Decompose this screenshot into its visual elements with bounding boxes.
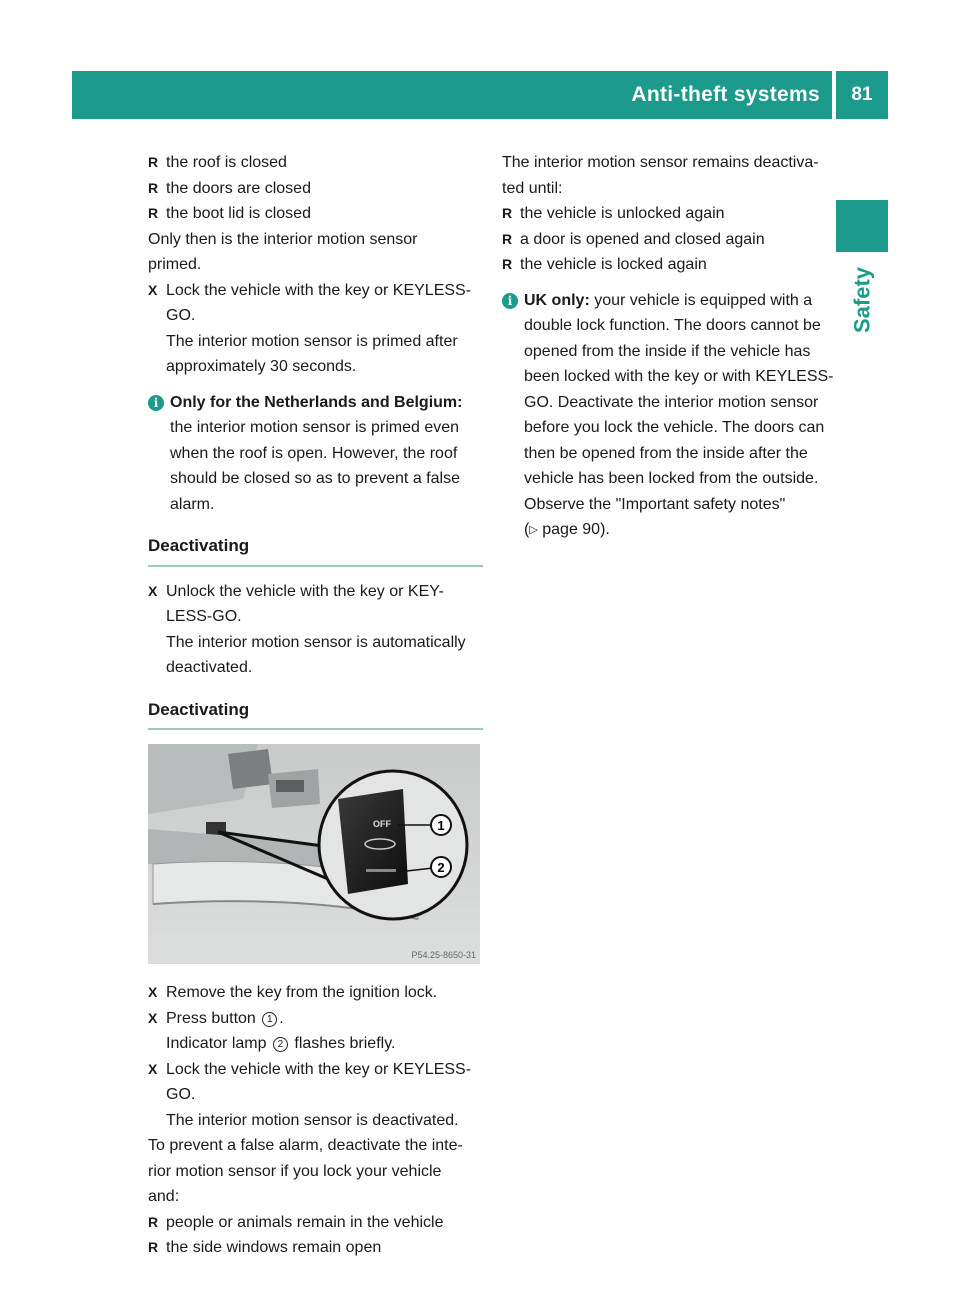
paragraph-line: rior motion sensor if you lock your vehicle (148, 1162, 442, 1180)
paragraph-line: been locked with the key or with KEYLESS- (524, 368, 834, 385)
right-column (502, 150, 837, 544)
paragraph-line: The interior motion sensor is primed after (166, 332, 458, 350)
paragraph-line: alarm. (170, 495, 215, 513)
page-reference[interactable]: (▷ page 90). (524, 521, 610, 538)
paragraph-line: GO. (166, 307, 196, 324)
list-item: R people or animals remain in the vehicle (148, 1210, 483, 1236)
paragraph-line: then be opened from the inside after the (524, 444, 808, 462)
paragraph-line: Observe the "Important safety notes" (524, 495, 786, 513)
callout-2-label: 2 (437, 860, 445, 875)
paragraph-line: opened from the inside if the vehicle has (524, 342, 811, 360)
info-title: UK only: (524, 291, 590, 309)
step-marker: X (148, 1009, 158, 1026)
section-title: Anti-theft systems (631, 83, 820, 106)
figure-code: P54.25-8650-31 (411, 950, 476, 960)
info-title: Only for the Netherlands and Belgium: (170, 393, 463, 411)
overhead-panel-illustration (148, 744, 480, 964)
paragraph-line: Indicator lamp 2 flashes briefly. (166, 1035, 396, 1052)
list-item: R the doors are closed (148, 176, 483, 202)
step-marker: X (148, 582, 158, 599)
paragraph-line: primed. (148, 256, 202, 273)
paragraph-line: and: (148, 1188, 180, 1205)
paragraph-line: vehicle has been locked from the outside. (524, 470, 819, 487)
sidebar-tab-marker (836, 200, 888, 252)
paragraph-line: LESS-GO. (166, 608, 242, 625)
instruction-step: X Lock the vehicle with the key or KEYLESS- (148, 1057, 483, 1083)
page-number: 81 (836, 71, 888, 119)
off-label: OFF (373, 819, 391, 829)
paragraph-line: Only then is the interior motion sensor (148, 230, 418, 248)
paragraph-line: should be closed so as to prevent a false (170, 470, 460, 487)
step-marker: X (148, 281, 158, 298)
sensor-button-figure (148, 744, 480, 964)
info-note (148, 390, 483, 518)
paragraph-line: GO. (166, 1086, 196, 1103)
section-heading: Deactivating (148, 533, 483, 567)
instruction-step: X Press button 1 . (148, 1006, 483, 1032)
indicator-lamp (366, 869, 396, 872)
paragraph-line: double lock function. The doors cannot be (524, 317, 821, 334)
callout-1-label: 1 (437, 818, 445, 833)
list-item: R a door is opened and closed again (502, 227, 837, 253)
instruction-step: X Unlock the vehicle with the key or KEY- (148, 579, 483, 605)
page-ref-arrow-icon: ▷ (529, 524, 538, 536)
paragraph-line: when the roof is open. However, the roof (170, 444, 458, 462)
paragraph-line: approximately 30 seconds. (166, 358, 357, 375)
paragraph-line: To prevent a false alarm, deactivate the inte- (148, 1137, 463, 1154)
list-item: R the side windows remain open (148, 1235, 483, 1261)
section-heading: Deactivating (148, 697, 483, 731)
info-icon: i (148, 395, 164, 411)
step-marker: X (148, 984, 158, 1000)
info-icon: i (502, 293, 518, 309)
callout-ref-1: 1 (262, 1012, 277, 1027)
paragraph-line: The interior motion sensor is deactivated. (166, 1111, 459, 1129)
paragraph-line: The interior motion sensor is automatically (166, 633, 466, 651)
list-item: R the vehicle is unlocked again (502, 201, 837, 227)
paragraph-line: The interior motion sensor remains deactiva- (502, 154, 819, 171)
paragraph-line: deactivated. (166, 659, 253, 676)
step-marker: X (148, 1060, 158, 1077)
list-item: R the vehicle is locked again (502, 252, 837, 278)
instruction-step: X Lock the vehicle with the key or KEYLESS- (148, 278, 483, 304)
paragraph-line: GO. Deactivate the interior motion sensor (524, 393, 819, 411)
header-bar (72, 71, 832, 119)
paragraph-line: before you lock the vehicle. The doors can (524, 419, 825, 436)
instruction-step: X Remove the key from the ignition lock. (148, 980, 483, 1006)
sensor-button (338, 789, 408, 894)
info-note: i UK only: your vehicle is equipped with a double lock function. The doors cannot be opened from the inside if the vehicle has been locked with the key or with KEYLESS- GO. Deactivate the interior motion sensor before you lock the vehicle. The doors can then be opened from the inside after the vehicle has been locked from the outside. Observe the "Important safety notes" (▷ page 90). (502, 288, 837, 544)
list-item: R the roof is closed (148, 150, 483, 176)
callout-ref-2: 2 (273, 1037, 288, 1052)
left-column (148, 150, 483, 1261)
paragraph-line: ted until: (502, 179, 563, 197)
paragraph-line: the interior motion sensor is primed even (170, 419, 460, 436)
list-item: R the boot lid is closed (148, 201, 483, 227)
